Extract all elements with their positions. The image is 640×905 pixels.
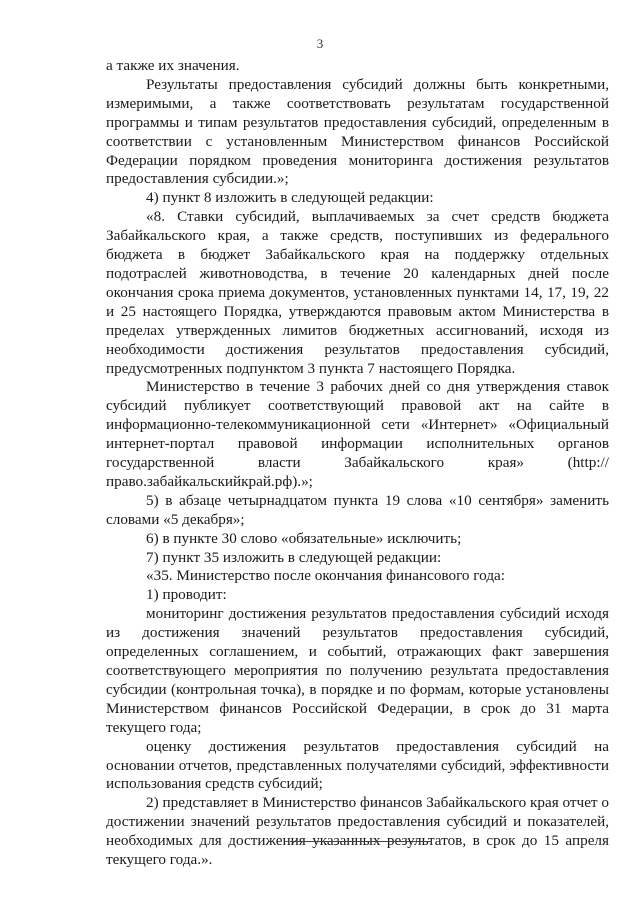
paragraph-clause-8: «8. Ставки субсидий, выплачиваемых за счет средств бюджета Забайкальского края, а также средств, поступивших из федерального бюджета в бюджет Забайкальского края на поддержку отдельных подотраслей животноводства, в течение 20 календарных дней после окончания срока приема документов, установленных пунктами 14, 17, 19, 22 и 25 настоящего Порядка, утверждаются правовым актом Министерства в пределах утвержденных лимитов бюджетных ассигнований, исходя из необходимости достижения результатов предоставления субсидий, предусмотренных подпунктом 3 пункта 7 настоящего Порядка.	[106, 208, 609, 377]
document-body	[106, 57, 609, 870]
end-separator-line	[290, 841, 432, 842]
paragraph-continuation: а также их значения.	[106, 57, 240, 74]
paragraph-publication: Министерство в течение 3 рабочих дней со дня утверждения ставок субсидий публикует соответствующий правовой акт на сайте в информационно-телекоммуникационной сети «Интернет» «Официальный интернет-портал правовой информации исполнительных органов государственной власти Забайкальского края» (http://право.забайкальскийкрай.рф).»;	[106, 378, 609, 490]
paragraph-monitoring: мониторинг достижения результатов предоставления субсидий исходя из достижения значений результатов предоставления субсидий, определенных соглашением, и событий, отражающих факт завершения соответствующего мероприятия по получению результата предоставления субсидии (контрольная точка), в порядке и по формам, которые установлены Министерством финансов Российской Федерации, в срок до 31 марта текущего года;	[106, 605, 609, 736]
paragraph-clause-35: «35. Министерство после окончания финансового года:	[146, 567, 506, 585]
paragraph-results-requirements: Результаты предоставления субсидий должны быть конкретными, измеримыми, а также соответствовать результатам государственной программы и типам результатов предоставления субсидий, определенным в соответствии с установленным Министерством финансов Российской Федерации порядком проведения мониторинга достижения результатов предоставления субсидии.»;	[106, 75, 609, 188]
page-number: 3	[316, 36, 324, 51]
paragraph-subitem-2: 2) представляет в Министерство финансов Забайкальского края отчет о достижении значений результатов предоставления субсидий и показателей, необходимых для достижения указанных результатов, в срок до 15 апреля текущего года.».	[106, 794, 609, 869]
paragraph-item-4: 4) пункт 8 изложить в следующей редакции:	[146, 189, 434, 207]
paragraph-subitem-1: 1) проводит:	[146, 586, 227, 604]
paragraph-item-7: 7) пункт 35 изложить в следующей редакции:	[146, 548, 442, 566]
paragraph-item-5: 5) в абзаце четырнадцатом пункта 19 слова «10 сентября» заменить словами «5 декабря»;	[106, 491, 609, 528]
paragraph-assessment: оценку достижения результатов предоставления субсидий на основании отчетов, представленных получателями субсидий, эффективности использования средств субсидий;	[106, 737, 609, 793]
paragraph-item-6: 6) в пункте 30 слово «обязательные» исключить;	[146, 529, 462, 547]
